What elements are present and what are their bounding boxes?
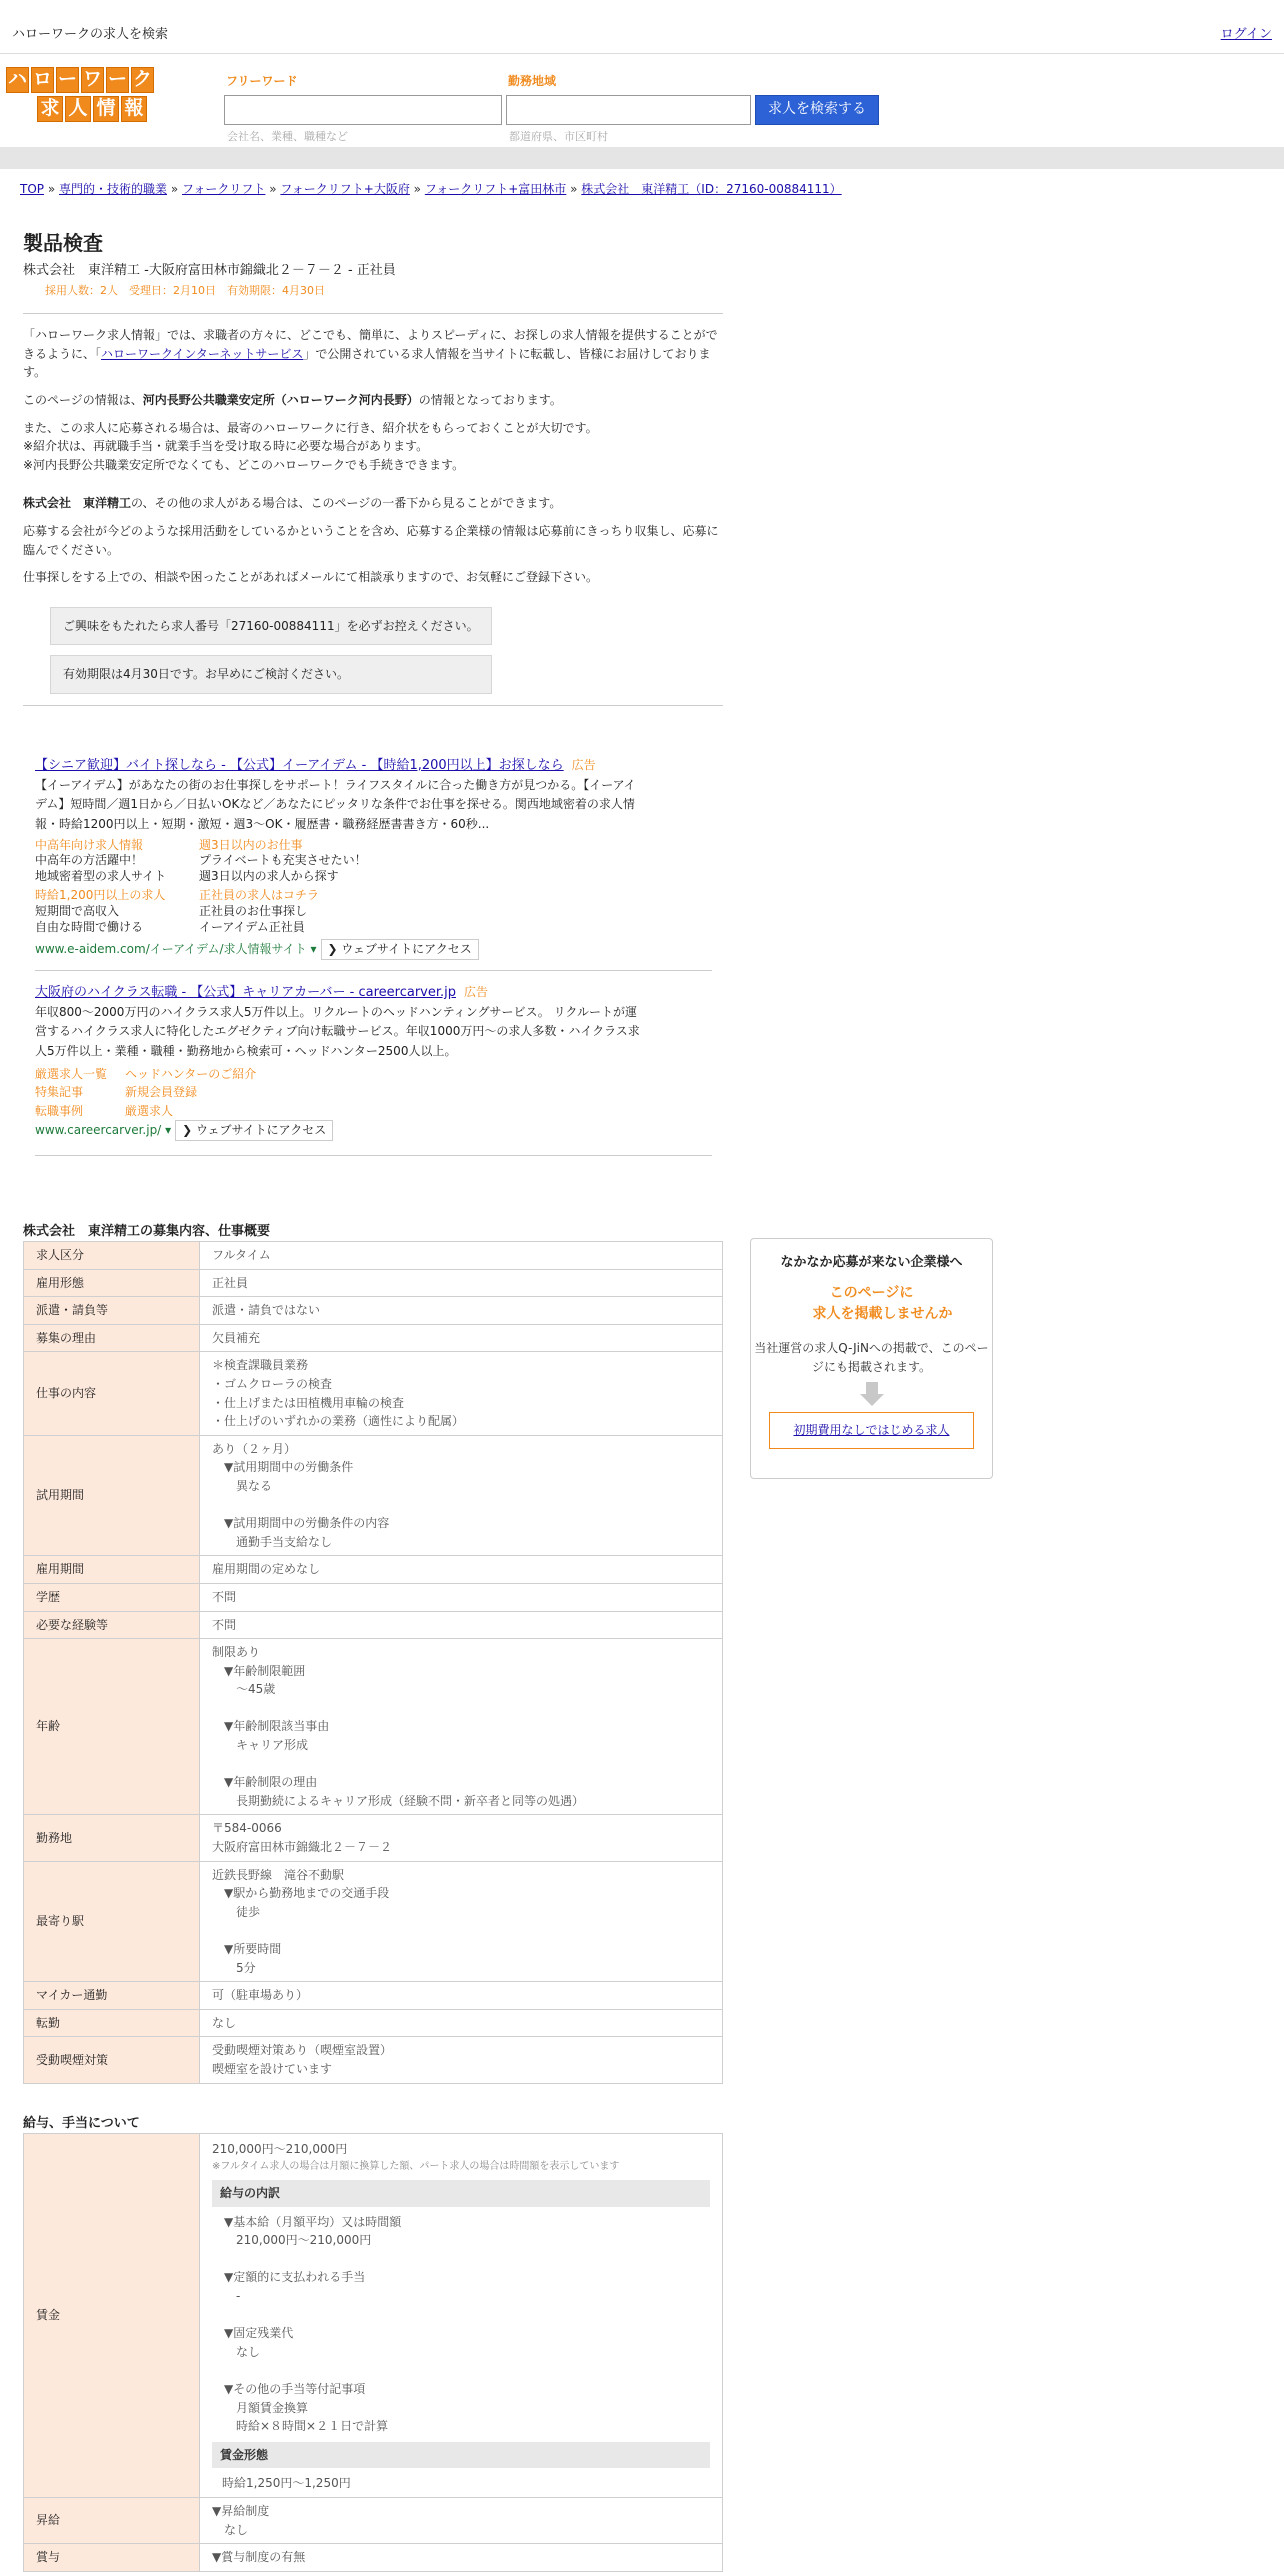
job-number-notice: ご興味をもたれたら求人番号「27160-00884111」を必ずお控えください。: [50, 607, 492, 646]
hellowork-logo[interactable]: [6, 67, 181, 123]
wage-form-value: 時給1,250円〜1,250円: [222, 2476, 351, 2491]
site-title: ハローワークの求人を検索: [12, 27, 169, 42]
breadcrumb-link[interactable]: TOP: [20, 182, 45, 196]
breadcrumb-separator: »: [265, 182, 281, 196]
row-value: なし: [200, 2009, 723, 2037]
row-label: 賃金: [24, 2134, 200, 2498]
row-label: 勤務地: [24, 1815, 200, 1861]
wage-breakdown-heading: 給与の内訳: [212, 2180, 710, 2207]
breadcrumb-link[interactable]: フォークリフト: [182, 182, 266, 196]
ad-link[interactable]: 転職事例: [35, 1103, 84, 1118]
breadcrumb-link[interactable]: フォークリフト+大阪府: [280, 182, 410, 196]
job-title: 製品検査: [23, 231, 103, 255]
table-row: [24, 1242, 723, 1270]
breadcrumb-link[interactable]: 株式会社 東洋精工（ID：27160-00884111）: [581, 182, 842, 196]
row-label: マイカー通勤: [24, 1982, 200, 2010]
row-value: 受動喫煙対策あり（喫煙室設置） 喫煙室を設けています: [200, 2037, 723, 2083]
divider: [23, 313, 723, 314]
row-label: 募集の理由: [24, 1324, 200, 1352]
row-value: ▼昇給制度 なし: [200, 2498, 723, 2544]
table-row: [24, 1611, 723, 1639]
row-value: 不問: [200, 1583, 723, 1611]
logo-char: 情: [93, 96, 119, 122]
main-content: [23, 228, 723, 718]
breadcrumb-separator: »: [409, 182, 425, 196]
area-hint: 都道府県、市区町村: [509, 130, 608, 143]
row-value: 制限あり ▼年齢制限範囲 〜45歳 ▼年齢制限該当事由 キャリア形成 ▼年齢制限の理由 長期勤続によるキャリア形成（経験不問・新卒者と同等の処遇）: [200, 1639, 723, 1815]
ad-link[interactable]: 厳選求人一覧: [35, 1066, 108, 1081]
row-value: ＊検査課職員業務 ・ゴムクローラの検査 ・仕上げまたは田植機用車輪の検査 ・仕上げのいずれかの業務（適性により配属）: [200, 1352, 723, 1435]
divider: [23, 705, 723, 706]
table-row: [24, 2037, 723, 2083]
table-row: [24, 1815, 723, 1861]
table-row: [24, 1556, 723, 1584]
wage-breakdown: ▼基本給（月額平均）又は時間額 210,000円〜210,000円 ▼定額的に支払われる手当 - ▼固定残業代 なし ▼その他の手当等付記事項 月額賃金換算 時給×８時間×２１日で計算: [224, 2214, 402, 2434]
ad-headline[interactable]: 【シニア歓迎】バイト探しなら - 【公式】イーアイデム - 【時給1,200円以上】お探しなら: [35, 758, 564, 773]
sitelink[interactable]: 正社員の求人はコチラ 正社員のお仕事探し イーアイデム正社員: [199, 888, 320, 934]
table-row: [24, 1982, 723, 2010]
breadcrumb-separator: »: [44, 182, 59, 196]
table-row: [24, 2498, 723, 2544]
ad-sitelinks: [35, 838, 640, 936]
row-value: 〒584-0066 大阪府富田林市錦織北２－７－２: [200, 1815, 723, 1861]
row-value: あり（２ヶ月） ▼試用期間中の労働条件 異なる ▼試用期間中の労働条件の内容 通勤手当支給なし: [200, 1435, 723, 1556]
intro-paragraph-5: 応募する会社が今どのような採用活動をしているかということを含め、応募する企業様の情報は応募前にきっちり収集し、応募に臨んでください。: [23, 523, 719, 557]
sitelink[interactable]: 時給1,200円以上の求人 短期間で高収入 自由な時間で働ける: [35, 888, 166, 934]
row-label: 必要な経験等: [24, 1611, 200, 1639]
wage-form-heading: 賃金形態: [212, 2442, 710, 2469]
row-value: フルタイム: [200, 1242, 723, 1270]
row-label: 雇用期間: [24, 1556, 200, 1584]
visit-website-button[interactable]: ❯ ウェブサイトにアクセス: [321, 939, 479, 960]
logo-char: ハ: [6, 67, 29, 93]
keyword-hint: 会社名、業種、職種など: [227, 130, 348, 143]
row-label: 派遣・請負等: [24, 1297, 200, 1325]
wage-table: [23, 2133, 723, 2572]
ad-careercarver: 大阪府のハイクラス転職 - 【公式】キャリアカーバー - careercarver.jp 広告 年収800～2000万円のハイクラス求人5万件以上。リクルートのヘッドハンティングサービス。 リクルートが運営するハイクラス求人に特化したエグゼクティブ向け転職サービス。年収1000万円～の求人多数・ハイクラス求人5万件以上・業種・職種・勤務地から検索可・ヘッドハンター2500人以上。 厳選求人一覧 ヘッドハンターのご紹介 特集記事 新規会員登録 転職事例 厳選求人 www.careercarver.jp/ ▾ ❯ ウェブサイトにアクセス: [35, 983, 640, 1156]
ad-links: [35, 1065, 640, 1121]
sitelink[interactable]: 週3日以内のお仕事 プライベートも充実させたい！ 週3日以内の求人から探す: [199, 837, 367, 883]
ad-link[interactable]: 新規会員登録: [125, 1085, 198, 1100]
start-recruiting-link[interactable]: 初期費用なしではじめる求人: [769, 1412, 974, 1449]
table-row: [24, 2009, 723, 2037]
logo-char: ワ: [81, 67, 104, 93]
row-value: 正社員: [200, 1269, 723, 1297]
ad-link[interactable]: 厳選求人: [125, 1103, 174, 1118]
table-row: [24, 2134, 723, 2498]
sidebar-headline: このページに 求人を掲載しませんか: [812, 1285, 953, 1323]
logo-char: 人: [65, 96, 91, 122]
area-search-input[interactable]: [506, 95, 751, 125]
logo-char: ー: [56, 67, 79, 93]
table-row: [24, 1861, 723, 1982]
row-label: 受動喫煙対策: [24, 2037, 200, 2083]
divider: [35, 1155, 712, 1156]
table-row: [24, 2544, 723, 2572]
header-divider: [0, 147, 1284, 169]
row-value: 可（駐車場あり）: [200, 1982, 723, 2010]
row-label: 求人区分: [24, 1242, 200, 1270]
ad-url[interactable]: www.careercarver.jp/: [35, 1123, 162, 1138]
area-label: 勤務地域: [508, 74, 557, 88]
row-label: 昇給: [24, 2498, 200, 2544]
wage-heading: 給与、手当について: [23, 2116, 140, 2131]
sitelink[interactable]: 中高年向け求人情報 中高年の方活躍中！ 地域密着型の求人サイト: [35, 837, 167, 883]
table-row: [24, 1297, 723, 1325]
row-label: 年齢: [24, 1639, 200, 1815]
sidebar-title: なかなか応募が来ない企業様へ: [780, 1255, 963, 1270]
intro-paragraph-4: 株式会社 東洋精工の、その他の求人がある場合は、このページの一番下から見ることができます。: [23, 496, 562, 511]
ad-link[interactable]: ヘッドハンターのご紹介: [125, 1066, 257, 1081]
row-label: 賞与: [24, 2544, 200, 2572]
keyword-label: フリーワード: [226, 74, 298, 88]
arrow-down-icon: [866, 1382, 878, 1394]
ad-link[interactable]: 特集記事: [35, 1085, 84, 1100]
ad-eaidem: 【シニア歓迎】バイト探しなら - 【公式】イーアイデム - 【時給1,200円以上】お探しなら 広告 【イーアイデム】があなたの街のお仕事探しをサポート！ライフスタイルに合った働き方が見つかる。【イーアイデム】短時間／週1日から／日払いOKなど／あなたにピッタリな条件でお仕事を探せる。関西地域密着の求人情報・時給1200円以上・短期・激短・週3～OK・履歴書・職務経歴書書き方・60秒... 中高年向け求人情報 中高年の方活躍中！ 地域密着型の求人サイト 週3日以内のお仕事 プライベートも充実させたい！ 週3日以内の求人から探す 時給1,200円以上の求人 短期間で高収入 自由な時間で働ける 正社員の求人はコチラ 正社員のお仕事探し イーアイデム正社員 www.e-aidem.com/イーアイデム/求人情報サイト ▾ ❯ ウェブサイトにアクセス: [35, 756, 640, 971]
ad-headline[interactable]: 大阪府のハイクラス転職 - 【公式】キャリアカーバー - careercarver.jp: [35, 985, 457, 1000]
table-row: [24, 1583, 723, 1611]
deadline-notice: 有効期限は4月30日です。お早めにご検討ください。: [50, 655, 492, 694]
ad-label: 広告: [571, 758, 596, 772]
table-row: [24, 1269, 723, 1297]
hellowork-internet-link[interactable]: ハローワークインターネットサービス: [101, 346, 304, 361]
row-label: 学歴: [24, 1583, 200, 1611]
logo-char: 報: [121, 96, 147, 122]
top-bar: [0, 0, 1284, 54]
row-label: 最寄り駅: [24, 1861, 200, 1982]
intro-paragraph-2: このページの情報は、河内長野公共職業安定所（ハローワーク河内長野）の情報となっております。: [23, 392, 562, 407]
visit-website-button[interactable]: ❯ ウェブサイトにアクセス: [175, 1120, 333, 1141]
header: [0, 55, 1284, 147]
login-link[interactable]: ログイン: [1220, 27, 1272, 42]
wage-value: 210,000円〜210,000円 ※フルタイム求人の場合は月額に換算した額、パート求人の場合は時間額を表示しています 給与の内訳 ▼基本給（月額平均）又は時間額 210,000円〜210,000円 ▼定額的に支払われる手当 - ▼固定残業代 なし ▼その他の手当等付記事項 月額賃金換算 時給×８時間×２１日で計算 賃金形態 時給1,250円〜1,250円: [200, 2134, 723, 2498]
advertise-sidebar: [750, 1238, 993, 1479]
job-meta: 採用人数：2人 受理日：2月10日 有効期限：4月30日: [45, 284, 325, 298]
logo-char: 求: [37, 96, 63, 122]
row-label: 雇用形態: [24, 1269, 200, 1297]
breadcrumb-link[interactable]: 専門的・技術的職業: [59, 182, 168, 196]
table-row: [24, 1352, 723, 1435]
sidebar-text: 当社運営の求人Q-JiNへの掲載で、このページにも掲載されます。: [754, 1341, 989, 1374]
row-label: 試用期間: [24, 1435, 200, 1556]
keyword-search-input[interactable]: [224, 95, 502, 125]
logo-char: ロ: [31, 67, 54, 93]
table-row: [24, 1435, 723, 1556]
row-value: 近鉄長野線 滝谷不動駅 ▼駅から勤務地までの交通手段 徒歩 ▼所要時間 5分: [200, 1861, 723, 1982]
ad-description: 年収800～2000万円のハイクラス求人5万件以上。リクルートのヘッドハンティングサービス。 リクルートが運営するハイクラス求人に特化したエグゼクティブ向け転職サービス。年収1000万円～の求人多数・ハイクラス求人5万件以上・業種・職種・勤務地から検索可・ヘッドハンター2500人以上。: [35, 1005, 640, 1058]
ad-url[interactable]: www.e-aidem.com/イーアイデム/求人情報サイト: [35, 942, 307, 957]
search-button[interactable]: 求人を検索する: [755, 95, 879, 125]
company-line: 株式会社 東洋精工 -大阪府富田林市錦織北２－７－２ - 正社員: [23, 263, 396, 278]
arrow-down-icon: [860, 1394, 884, 1406]
breadcrumb: [20, 180, 842, 199]
row-value: 派遣・請負ではない: [200, 1297, 723, 1325]
job-details-heading: 株式会社 東洋精工の募集内容、仕事概要: [23, 1224, 271, 1239]
row-value: 雇用期間の定めなし: [200, 1556, 723, 1584]
intro-paragraph-6: 仕事探しをする上での、相談や困ったことがあればメールにて相談承りますので、お気軽にご登録下さい。: [23, 570, 599, 585]
table-row: [24, 1639, 723, 1815]
breadcrumb-link[interactable]: フォークリフト+富田林市: [424, 182, 567, 196]
ad-description: 【イーアイデム】があなたの街のお仕事探しをサポート！ライフスタイルに合った働き方が見つかる。【イーアイデム】短時間／週1日から／日払いOKなど／あなたにピッタリな条件でお仕事を探せる。関西地域密着の求人情報・時給1200円以上・短期・激短・週3～OK・履歴書・職務経歴書書き方・60秒...: [35, 778, 636, 831]
breadcrumb-separator: »: [167, 182, 182, 196]
logo-char: ー: [106, 67, 129, 93]
logo-char: ク: [131, 67, 154, 93]
row-value: 不問: [200, 1611, 723, 1639]
job-details-table: [23, 1241, 723, 2084]
row-value: 欠員補充: [200, 1324, 723, 1352]
divider: [35, 970, 712, 971]
row-label: 仕事の内容: [24, 1352, 200, 1435]
intro-paragraph-1: 「ハローワーク求人情報」では、求職者の方々に、どこでも、簡単に、よりスピーディに、お探しの求人情報を提供することができるように、「ハローワークインターネットサービス」で公開されている求人情報を当サイトに転載し、皆様にお届けしております。: [23, 328, 718, 380]
intro-paragraph-3: また、この求人に応募される場合は、最寄のハローワークに行き、紹介状をもらっておくことが大切です。 ※紹介状は、再就職手当・就業手当を受け取る時に必要な場合があります。 ※河内長野公共職業安定所でなくても、どこのハローワークでも手続きできます。: [23, 420, 598, 472]
table-row: [24, 1324, 723, 1352]
ad-label: 広告: [464, 985, 489, 999]
breadcrumb-separator: »: [566, 182, 582, 196]
row-label: 転勤: [24, 2009, 200, 2037]
row-value: ▼賞与制度の有無: [200, 2544, 723, 2572]
